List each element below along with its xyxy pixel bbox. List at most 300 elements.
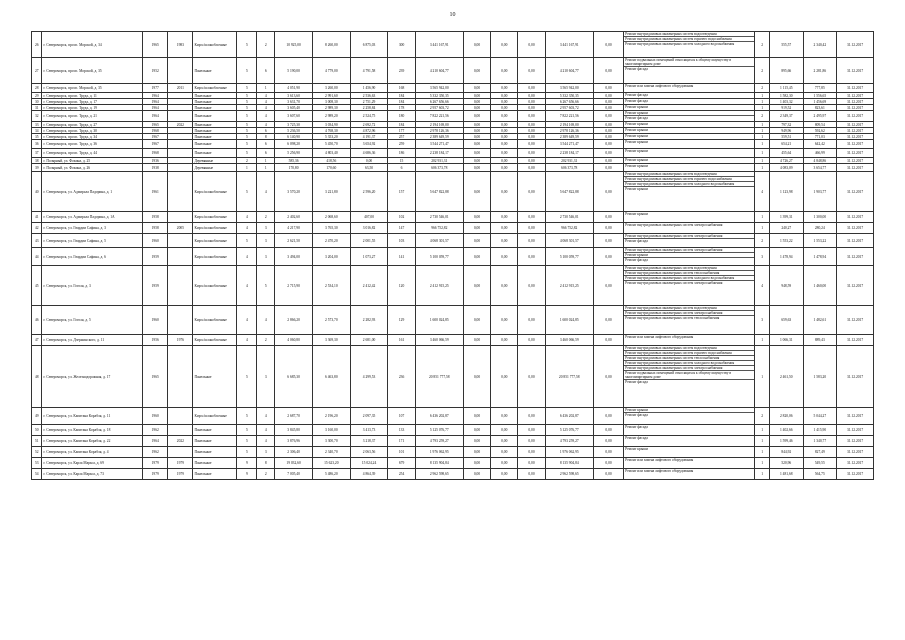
entrances-cell: 2 — [257, 32, 275, 58]
work-types-cell — [624, 172, 755, 212]
floors-cell: 5 — [237, 447, 257, 458]
address-cell: г. Североморск, ул. Гоголя, д. 5 — [42, 306, 143, 335]
total-cost-cell: 3 460 066,59 — [415, 335, 463, 346]
federal-funds-cell: 0,00 — [463, 134, 490, 140]
work-item: Ремонт или замена лифтового оборудования — [625, 84, 694, 88]
wall-material-cell: Кирп./шлакоблочные — [193, 223, 237, 234]
owner-funds-cell: 4 210 604,77 — [545, 58, 593, 84]
municipal-funds-cell: 0,00 — [518, 346, 545, 408]
unit-cost-cell: 1 123,98 — [770, 172, 804, 212]
work-count-cell: 1 — [755, 122, 770, 128]
table-row — [32, 248, 874, 266]
regional-funds-cell: 0,00 — [491, 128, 518, 134]
total-cost-cell: 6 436 202,87 — [415, 408, 463, 425]
municipal-funds-cell: 0,00 — [518, 172, 545, 212]
address-cell: г. Североморск, просп. Труда, д. 36 — [42, 140, 143, 149]
work-item: Ремонт внутридомовых инженерных систем холодного водоснабжения — [624, 276, 754, 281]
year-commissioned-cell: 2011 — [168, 84, 193, 93]
year-built-cell: 1961 — [143, 172, 168, 212]
total-cost-cell: 2 957 603,72 — [415, 105, 463, 111]
regional-funds-cell: 0,00 — [491, 223, 518, 234]
work-count-cell: 1 — [755, 140, 770, 149]
federal-funds-cell: 0,00 — [463, 122, 490, 128]
residents-cell: 133 — [388, 425, 415, 436]
other-funds-cell: 0,00 — [593, 172, 623, 212]
max-unit-cost-cell: 642,42 — [803, 140, 837, 149]
year-built-cell: 1965 — [143, 122, 168, 128]
federal-funds-cell: 0,00 — [463, 172, 490, 212]
federal-funds-cell: 0,00 — [463, 158, 490, 164]
row-number-cell: 43 — [32, 234, 42, 248]
municipal-funds-cell: 0,00 — [518, 93, 545, 99]
max-unit-cost-cell: 1 340,77 — [803, 436, 837, 447]
unit-cost-cell: 654,21 — [770, 140, 804, 149]
row-number-cell: 37 — [32, 149, 42, 158]
table-row — [32, 346, 874, 408]
wall-material-cell: Панельные — [193, 447, 237, 458]
total-cost-cell: 202 931,31 — [415, 158, 463, 164]
entrances-cell: 4 — [257, 436, 275, 447]
year-built-cell: 1962 — [143, 425, 168, 436]
owner-funds-cell: 2 978 126,36 — [545, 128, 593, 134]
work-item: Ремонт крыши — [625, 105, 648, 109]
row-number-cell: 48 — [32, 346, 42, 408]
unit-cost-cell: 1 599,46 — [770, 436, 804, 447]
work-types-cell — [624, 266, 755, 306]
private-area-cell: 3 218,37 — [350, 436, 388, 447]
work-types-cell — [624, 164, 755, 172]
work-count-cell: 2 — [755, 32, 770, 58]
row-number-cell: 46 — [32, 306, 42, 335]
total-cost-cell: 2 412 915,25 — [415, 266, 463, 306]
other-funds-cell: 0,00 — [593, 212, 623, 223]
year-built-cell: 1958 — [143, 223, 168, 234]
private-area-cell: 6 875,03 — [350, 32, 388, 58]
total-area-cell: 10 925,00 — [275, 32, 313, 58]
year-built-cell: 1967 — [143, 134, 168, 140]
unit-cost-cell: 2 349,37 — [770, 111, 804, 122]
year-commissioned-cell — [168, 248, 193, 266]
private-area-cell: 407,00 — [350, 212, 388, 223]
owner-funds-cell: 6 267 656,66 — [545, 99, 593, 105]
owner-funds-cell: 3 565 942,00 — [545, 84, 593, 93]
total-cost-cell: 3 565 942,00 — [415, 84, 463, 93]
work-types-cell — [624, 458, 755, 469]
residents-cell: 6 — [388, 164, 415, 172]
work-count-cell: 4 — [755, 172, 770, 212]
total-area-cell: 6 140,90 — [275, 134, 313, 140]
max-unit-cost-cell: 889,43 — [803, 335, 837, 346]
work-count-cell: 1 — [755, 346, 770, 408]
work-item: Ремонт внутридомовых инженерных систем электроснабжения — [624, 311, 754, 316]
table-row — [32, 84, 874, 93]
work-item: Ремонт фасада — [625, 93, 648, 97]
other-funds-cell: 0,00 — [593, 128, 623, 134]
total-cost-cell: 2 238 184,17 — [415, 149, 463, 158]
wall-material-cell: Панельные — [193, 93, 237, 99]
wall-material-cell: Панельные — [193, 436, 237, 447]
other-funds-cell: 0,00 — [593, 105, 623, 111]
work-item: Ремонт крыши — [624, 253, 754, 258]
municipal-funds-cell: 0,00 — [518, 111, 545, 122]
total-cost-cell: 1 600 024,85 — [415, 306, 463, 335]
work-item: Ремонт крыши — [624, 408, 754, 413]
work-types-cell — [624, 111, 755, 122]
work-item: Ремонт фасада — [625, 413, 648, 417]
other-funds-cell: 0,00 — [593, 134, 623, 140]
residential-area-cell: 4 803,40 — [312, 149, 350, 158]
address-cell: г. Североморск, ул. Капитана Корабля, д. 22 — [42, 436, 143, 447]
other-funds-cell: 0,00 — [593, 234, 623, 248]
private-area-cell: 1 073,27 — [350, 248, 388, 266]
wall-material-cell: Кирп./шлакоблочные — [193, 32, 237, 58]
residents-cell: 259 — [388, 140, 415, 149]
total-cost-cell: 5 100 059,77 — [415, 248, 463, 266]
private-area-cell: 4 791,58 — [350, 58, 388, 84]
max-unit-cost-cell: 280,24 — [803, 223, 837, 234]
municipal-funds-cell: 0,00 — [518, 122, 545, 128]
owner-funds-cell: 1 600 024,85 — [545, 306, 593, 335]
entrances-cell: 6 — [257, 58, 275, 84]
other-funds-cell: 0,00 — [593, 469, 623, 480]
owner-funds-cell: 2 389 649,59 — [545, 134, 593, 140]
year-built-cell: 1965 — [143, 346, 168, 408]
other-funds-cell: 0,00 — [593, 140, 623, 149]
work-count-cell: 1 — [755, 425, 770, 436]
municipal-funds-cell: 0,00 — [518, 266, 545, 306]
address-cell: г. Полярный, ул. Фокина, д. 26 — [42, 164, 143, 172]
unit-cost-cell: 4 726,27 — [770, 158, 804, 164]
total-area-cell: 5 256,90 — [275, 149, 313, 158]
wall-material-cell: Панельные — [193, 58, 237, 84]
work-count-cell: 1 — [755, 128, 770, 134]
year-built-cell: 1952 — [143, 58, 168, 84]
total-cost-cell: 606 373,78 — [415, 164, 463, 172]
federal-funds-cell: 0,00 — [463, 458, 490, 469]
year-commissioned-cell — [168, 140, 193, 149]
regional-funds-cell: 0,00 — [491, 105, 518, 111]
owner-funds-cell: 8 135 904,84 — [545, 458, 593, 469]
floors-cell: 5 — [237, 84, 257, 93]
work-item: Ремонт фасада — [625, 116, 648, 120]
table-row — [32, 223, 874, 234]
entrances-cell: 2 — [257, 469, 275, 480]
work-item: Ремонт крыши — [625, 158, 648, 162]
other-funds-cell: 0,00 — [593, 346, 623, 408]
work-types-cell — [624, 84, 755, 93]
work-types-cell — [624, 140, 755, 149]
wall-material-cell: Панельные — [193, 140, 237, 149]
private-area-cell: 4 686,36 — [350, 149, 388, 158]
regional-funds-cell: 0,00 — [491, 447, 518, 458]
completion-date-cell: 31.12.2017 — [837, 32, 874, 58]
unit-cost-cell: 555,57 — [770, 32, 804, 58]
private-area-cell: 2 536,63 — [350, 93, 388, 99]
residents-cell: 300 — [388, 32, 415, 58]
work-item: Ремонт внутридомовых инженерных систем электроснабжения — [624, 366, 754, 371]
other-funds-cell: 0,00 — [593, 93, 623, 99]
address-cell: г. Североморск, ул. Капитана Корабля, д. 11 — [42, 408, 143, 425]
other-funds-cell: 0,00 — [593, 58, 623, 84]
work-types-cell — [624, 447, 755, 458]
year-commissioned-cell — [168, 111, 193, 122]
unit-cost-cell: 1 066,31 — [770, 335, 804, 346]
residents-cell: 184 — [388, 99, 415, 105]
entrances-cell: 3 — [257, 223, 275, 234]
total-cost-cell: 4 793 259,27 — [415, 436, 463, 447]
work-item: Ремонт внутридомовых инженерных систем горячего водоснабжения — [624, 177, 754, 182]
entrances-cell: 3 — [257, 447, 275, 458]
address-cell: г. Североморск, просп. Морской, д. 35 — [42, 84, 143, 93]
address-cell: г. Полярный, ул. Фокина, д. 25 — [42, 158, 143, 164]
private-area-cell: 4 299,53 — [350, 346, 388, 408]
year-built-cell: 1964 — [143, 436, 168, 447]
unit-cost-cell: 520,96 — [770, 458, 804, 469]
other-funds-cell: 0,00 — [593, 111, 623, 122]
row-number-cell: 54 — [32, 469, 42, 480]
year-commissioned-cell — [168, 164, 193, 172]
work-item: Ремонт крыши — [625, 212, 648, 216]
municipal-funds-cell: 0,00 — [518, 32, 545, 58]
max-unit-cost-cell: 3 654,77 — [803, 164, 837, 172]
residential-area-cell: 3 160,00 — [312, 425, 350, 436]
total-area-cell: 3 613,60 — [275, 93, 313, 99]
residents-cell: 239 — [388, 58, 415, 84]
residential-area-cell: 418,56 — [312, 158, 350, 164]
row-number-cell: 47 — [32, 335, 42, 346]
unit-cost-cell: 948,59 — [770, 266, 804, 306]
floors-cell: 5 — [237, 32, 257, 58]
total-area-cell: 19 032,60 — [275, 458, 313, 469]
work-types-cell — [624, 248, 755, 266]
total-area-cell: 6 098,20 — [275, 140, 313, 149]
completion-date-cell: 31.12.2017 — [837, 149, 874, 158]
floors-cell: 5 — [237, 149, 257, 158]
regional-funds-cell: 0,00 — [491, 408, 518, 425]
entrances-cell: 4 — [257, 93, 275, 99]
municipal-funds-cell: 0,00 — [518, 447, 545, 458]
work-item: Ремонт крыши — [625, 447, 648, 451]
work-item: Ремонт фасада — [625, 67, 648, 71]
work-count-cell: 2 — [755, 234, 770, 248]
floors-cell: 5 — [237, 93, 257, 99]
year-built-cell: 1956 — [143, 335, 168, 346]
residents-cell: 184 — [388, 122, 415, 128]
max-unit-cost-cell: 777,85 — [803, 84, 837, 93]
work-item: Ремонт крыши — [624, 111, 754, 116]
residents-cell: 184 — [388, 93, 415, 99]
total-area-cell: 2 621,50 — [275, 234, 313, 248]
total-cost-cell: 3 544 271,47 — [415, 140, 463, 149]
work-item: Ремонт внутридомовых инженерных систем холодного водоснабжения — [624, 361, 754, 366]
total-cost-cell: 966 752,82 — [415, 223, 463, 234]
completion-date-cell: 31.12.2017 — [837, 84, 874, 93]
address-cell: г. Североморск, просп. Морской, д. 35 — [42, 58, 143, 84]
total-area-cell: 2 687,70 — [275, 408, 313, 425]
floors-cell: 4 — [237, 266, 257, 306]
total-area-cell: 5 236,50 — [275, 128, 313, 134]
work-item: Ремонт крыши — [625, 164, 648, 168]
wall-material-cell: Кирп./шлакоблочные — [193, 266, 237, 306]
residents-cell: 120 — [388, 266, 415, 306]
municipal-funds-cell: 0,00 — [518, 335, 545, 346]
other-funds-cell: 0,00 — [593, 335, 623, 346]
total-cost-cell: 2 194 169,00 — [415, 122, 463, 128]
year-commissioned-cell — [168, 447, 193, 458]
regional-funds-cell: 0,00 — [491, 266, 518, 306]
residential-area-cell: 2 196,20 — [312, 408, 350, 425]
residential-area-cell: 170,60 — [312, 164, 350, 172]
work-item: Ремонт внутридомовых инженерных систем теплоснабжения — [625, 316, 720, 320]
entrances-cell: 4 — [257, 99, 275, 105]
wall-material-cell: Кирп./шлакоблочные — [193, 408, 237, 425]
municipal-funds-cell: 0,00 — [518, 436, 545, 447]
work-item: Ремонт крыши — [625, 122, 648, 126]
completion-date-cell: 31.12.2017 — [837, 436, 874, 447]
unit-cost-cell: 844,92 — [770, 447, 804, 458]
row-number-cell: 42 — [32, 223, 42, 234]
municipal-funds-cell: 0,00 — [518, 164, 545, 172]
year-built-cell: 1964 — [143, 99, 168, 105]
floors-cell: 9 — [237, 458, 257, 469]
owner-funds-cell: 2 962 598,65 — [545, 469, 593, 480]
residential-area-cell: 6 463,80 — [312, 346, 350, 408]
owner-funds-cell: 202 931,31 — [545, 158, 593, 164]
work-count-cell: 4 — [755, 266, 770, 306]
work-count-cell: 1 — [755, 93, 770, 99]
unit-cost-cell: 2 461,50 — [770, 346, 804, 408]
year-built-cell: 1964 — [143, 105, 168, 111]
wall-material-cell: Деревянные — [193, 158, 237, 164]
work-count-cell: 1 — [755, 223, 770, 234]
residential-area-cell: 3 765,30 — [312, 223, 350, 234]
completion-date-cell: 31.12.2017 — [837, 447, 874, 458]
year-built-cell: 1977 — [143, 84, 168, 93]
residents-cell: 177 — [388, 128, 415, 134]
other-funds-cell: 0,00 — [593, 447, 623, 458]
regional-funds-cell: 0,00 — [491, 99, 518, 105]
unit-cost-cell: 2 820,06 — [770, 408, 804, 425]
wall-material-cell: Панельные — [193, 128, 237, 134]
total-cost-cell: 3 441 167,91 — [415, 32, 463, 58]
work-item: Ремонт внутридомовых инженерных систем водоотведения — [624, 346, 754, 351]
total-area-cell: 2 866,20 — [275, 306, 313, 335]
address-cell: г. Североморск, ул. Адмирала Падорина, д. 1 — [42, 172, 143, 212]
entrances-cell: 2 — [257, 212, 275, 223]
regional-funds-cell: 0,00 — [491, 84, 518, 93]
row-number-cell: 33 — [32, 122, 42, 128]
floors-cell: 5 — [237, 140, 257, 149]
table-row — [32, 164, 874, 172]
row-number-cell: 36 — [32, 140, 42, 149]
year-built-cell: 1968 — [143, 149, 168, 158]
total-area-cell: 7 005,40 — [275, 469, 313, 480]
completion-date-cell: 31.12.2017 — [837, 140, 874, 149]
work-item: Ремонт внутридомовых инженерных систем теплоснабжения — [624, 356, 754, 361]
work-item: Ремонт внутридомовых инженерных систем электроснабжения — [624, 248, 754, 253]
owner-funds-cell: 3 544 271,47 — [545, 140, 593, 149]
total-cost-cell: 4 210 604,77 — [415, 58, 463, 84]
residential-area-cell: 5 486,20 — [312, 469, 350, 480]
residents-cell: 180 — [388, 111, 415, 122]
address-cell: г. Североморск, просп. Труда, д. 44 — [42, 149, 143, 158]
owner-funds-cell: 4 793 259,27 — [545, 436, 593, 447]
floors-cell: 5 — [237, 436, 257, 447]
address-cell: г. Североморск, ул. Карла Маркса, д. 73 — [42, 469, 143, 480]
completion-date-cell: 31.12.2017 — [837, 335, 874, 346]
floors-cell: 4 — [237, 212, 257, 223]
residential-area-cell: 4 768,30 — [312, 128, 350, 134]
regional-funds-cell: 0,00 — [491, 248, 518, 266]
federal-funds-cell: 0,00 — [463, 212, 490, 223]
work-count-cell: 1 — [755, 447, 770, 458]
residential-area-cell: 2 573,70 — [312, 306, 350, 335]
work-types-cell — [624, 335, 755, 346]
work-types-cell — [624, 346, 755, 408]
floors-cell: 5 — [237, 134, 257, 140]
entrances-cell: 3 — [257, 248, 275, 266]
unit-cost-cell: 1 582,30 — [770, 93, 804, 99]
completion-date-cell: 31.12.2017 — [837, 111, 874, 122]
work-count-cell: 1 — [755, 164, 770, 172]
table-row — [32, 172, 874, 212]
regional-funds-cell: 0,00 — [491, 93, 518, 99]
private-area-cell: 3 016,82 — [350, 223, 388, 234]
residents-cell: 157 — [388, 172, 415, 212]
year-commissioned-cell: 2022 — [168, 436, 193, 447]
regional-funds-cell: 0,00 — [491, 158, 518, 164]
year-built-cell: 1959 — [143, 248, 168, 266]
table-row — [32, 32, 874, 58]
private-area-cell: 4 864,39 — [350, 469, 388, 480]
regional-funds-cell: 0,00 — [491, 346, 518, 408]
unit-cost-cell: 240,27 — [770, 223, 804, 234]
other-funds-cell: 0,00 — [593, 248, 623, 266]
year-commissioned-cell — [168, 425, 193, 436]
completion-date-cell: 31.12.2017 — [837, 234, 874, 248]
work-count-cell: 1 — [755, 469, 770, 480]
federal-funds-cell: 0,00 — [463, 469, 490, 480]
total-area-cell: 4 060,80 — [275, 335, 313, 346]
work-count-cell: 1 — [755, 335, 770, 346]
regional-funds-cell: 0,00 — [491, 234, 518, 248]
private-area-cell: 2 412,42 — [350, 266, 388, 306]
address-cell: г. Североморск, просп. Морской, д. 34 — [42, 32, 143, 58]
floors-cell: 9 — [237, 469, 257, 480]
address-cell: г. Североморск, ул. Гвардии Сафина, д. 3 — [42, 223, 143, 234]
residential-area-cell: 5 353,20 — [312, 134, 350, 140]
row-number-cell: 52 — [32, 447, 42, 458]
entrances-cell: 3 — [257, 346, 275, 408]
other-funds-cell: 0,00 — [593, 84, 623, 93]
owner-funds-cell: 5 647 822,88 — [545, 172, 593, 212]
entrances-cell: 2 — [257, 335, 275, 346]
work-count-cell: 1 — [755, 149, 770, 158]
residents-cell: 129 — [388, 306, 415, 335]
residential-area-cell: 2 991,60 — [312, 93, 350, 99]
work-item: Ремонт внутридомовых инженерных систем горячего водоснабжения — [624, 351, 754, 356]
work-count-cell: 2 — [755, 408, 770, 425]
unit-cost-cell: 1 553,22 — [770, 234, 804, 248]
work-types-cell — [624, 469, 755, 480]
wall-material-cell: Кирп./шлакоблочные — [193, 84, 237, 93]
regional-funds-cell: 0,00 — [491, 164, 518, 172]
wall-material-cell: Панельные — [193, 134, 237, 140]
other-funds-cell: 0,00 — [593, 223, 623, 234]
regional-funds-cell: 0,00 — [491, 140, 518, 149]
regional-funds-cell: 0,00 — [491, 335, 518, 346]
regional-funds-cell: 0,00 — [491, 32, 518, 58]
